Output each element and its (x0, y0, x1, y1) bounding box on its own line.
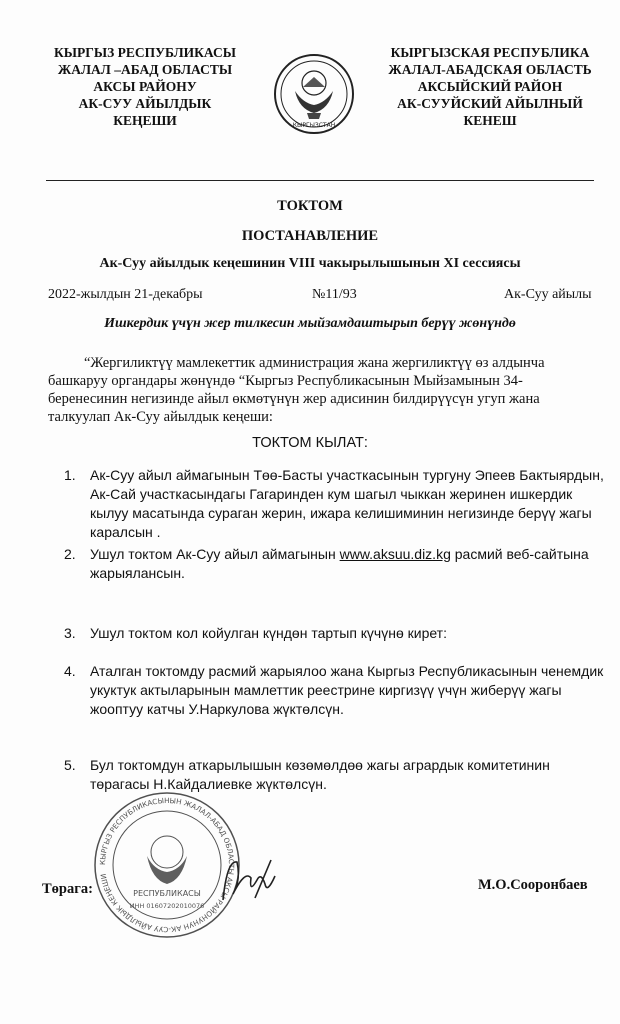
list-item-text: Ак-Суу айыл аймагынын Төө-Басты участкасынын тургуну Эпеев Бактыярдын, Ак-Сай участкасындагы Гагаринден кум шагыл чыккан жеринен ишкердик кылуу масатында сураган жерин, ижара келишиминин негизинде берүү жагы каралсын . (90, 467, 604, 540)
doc-number: №11/93 (312, 287, 357, 302)
header-left-block (40, 44, 250, 129)
handwritten-signature (215, 850, 285, 910)
list-item (64, 624, 604, 643)
list-item-number: 4. (64, 663, 76, 679)
header-right-line: АКСЫЙСКИЙ РАЙОН (417, 79, 563, 94)
doc-place: Ак-Суу айылы (504, 287, 592, 302)
list-item-text: Бул токтомдун аткарылышын көзөмөлдөө жагы агрардык комитетинин төрагасы Н.Кайдалиевке жүктөлсүн. (90, 757, 550, 792)
list-item (64, 756, 604, 794)
list-item-text: Ушул токтом кол койулган күндөн тартып күчүнө кирет: (90, 625, 447, 641)
list-item-text: Ушул токтом Ак-Суу айыл аймагынын (90, 546, 340, 562)
preamble (48, 354, 600, 426)
session-title: Ак-Суу айылдык кеңешинин VIII чакырылышынын XI сессиясы (99, 256, 521, 271)
header-left-line: КЫРГЫЗ РЕСПУБЛИКАСЫ (53, 45, 237, 60)
stamp-inner-text: РЕСПУБЛИКАСЫ (133, 889, 201, 898)
doc-type-ky: ТОКТОМ (277, 198, 343, 214)
list-item-number: 3. (64, 625, 76, 641)
header-left-line: КЕҢЕШИ (113, 113, 177, 128)
header-left-line: АКСЫ РАЙОНУ (93, 79, 197, 94)
header-right-block (380, 44, 600, 129)
list-item-text: расмий веб-сайтына жарыялансын. (90, 546, 589, 581)
header-right-line: КЕНЕШ (463, 113, 517, 128)
emblem-text: КЫРГЫЗСТАН (292, 122, 336, 129)
preamble-text: “Жергиликтүү мамлекеттик администрация жана жергиликтүү өз алдынча башкаруу органдары жөнүндө “Кыргыз Республикасынын Мыйзамынын 34-беренесинин негизинде айыл өкмөтүнүн жер адисинин билдирүүсүн угуп жана талкуулап Ак-Суу айылдык кеңеши: (48, 355, 545, 425)
list-item (64, 545, 604, 583)
doc-type-ru: ПОСТАНАВЛЕНИЕ (241, 228, 379, 244)
list-item (64, 466, 604, 542)
header-left-line: АК-СУУ АЙЫЛДЫК (78, 96, 212, 111)
list-item-number: 5. (64, 757, 76, 773)
header-divider (46, 180, 594, 181)
doc-subject: Ишкердик үчүн жер тилкесин мыйзамдаштырып берүү жөнүндө (104, 316, 516, 331)
signature-label: Төрага: (42, 881, 93, 897)
state-emblem-icon (273, 53, 355, 135)
header-left-line: ЖАЛАЛ –АБАД ОБЛАСТЫ (57, 62, 233, 77)
doc-date: 2022-жылдын 21-декабры (48, 287, 203, 302)
website-link[interactable]: www.aksuu.diz.kg (339, 546, 451, 562)
stamp-ring-text: КЫРГЫЗ РЕСПУБЛИКАСЫНЫН ЖАЛАЛ-АБАД ОБЛАСТЫ АКСЫ РАЙОНУНУН АК-СУУ АЙЫЛДЫК КЕҢЕШИ (97, 795, 237, 935)
signatory-name: М.О.Сооронбаев (478, 877, 588, 893)
header-right-line: КЫРГЫЗСКАЯ РЕСПУБЛИКА (390, 45, 590, 60)
header-right-line: ЖАЛАЛ-АБАДСКАЯ ОБЛАСТЬ (388, 62, 592, 77)
list-item-text: Аталган токтомду расмий жарыялоо жана Кыргыз Республикасынын ченемдик укуктук актыларынын мамлеттик реестрине киргизүү үчүн жиберүү жагы жооптуу катчы У.Наркулова жүктөлсүн. (90, 663, 604, 717)
header-right-line: АК-СУУЙСКИЙ АЙЫЛНЫЙ (397, 96, 583, 111)
list-item-number: 2. (64, 546, 76, 562)
stamp-code-text: ИНН 01607202010076 (129, 902, 205, 910)
list-item (64, 662, 604, 719)
list-item-number: 1. (64, 467, 76, 483)
resolve-heading: ТОКТОМ КЫЛАТ: (252, 435, 368, 451)
